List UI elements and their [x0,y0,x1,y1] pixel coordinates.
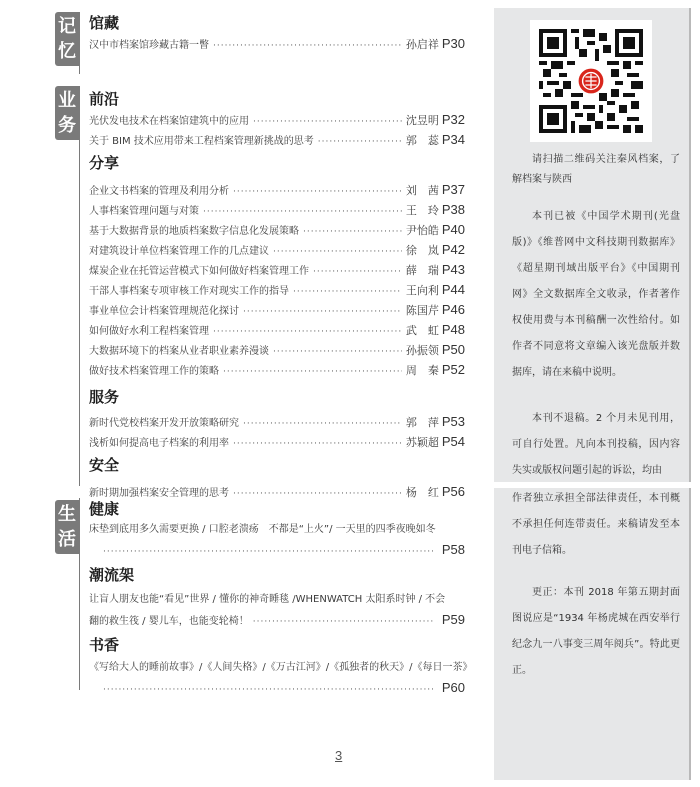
entry-title: 浅析如何提高电子档案的利用率 [89,438,229,449]
leader-dots [213,322,402,342]
badge-char: 活 [58,529,76,550]
indexing-notice [512,204,680,386]
entry-page: P52 [441,362,465,377]
entry-author: 王向利 [405,284,439,297]
qr-code[interactable] [530,20,652,142]
entry-page: P43 [441,262,465,277]
badge-char: 生 [58,504,76,525]
leader-dots [318,132,402,152]
toc-entry[interactable] [89,300,465,320]
correction-notice-text: 更正：本刊 2018 年第五期封面图说应是“1934 年杨虎城在西安举行纪念九一八事变三周年阅兵”。特此更正。 [512,587,680,676]
leader-dots [223,362,402,382]
entry-page: P40 [441,222,465,237]
entry-title[interactable]: 床垫到底用多久需要更换 / 口腔老溃疡 不都是“上火”/ 一天里的四季夜晚如冬 [89,524,436,535]
info-sidebar [494,8,691,780]
leader-dots [253,112,402,132]
entry-title: 企业文书档案的管理及利用分析 [89,186,229,197]
subsection-title: 安全 [89,456,120,474]
entry-page: P56 [441,484,465,499]
leader-dots [273,342,402,362]
badge-char: 务 [58,115,76,136]
entry-page: P46 [441,302,465,317]
entry-author: 郭 萍 [405,416,439,429]
badge-char: 记 [58,16,76,37]
toc-entry[interactable] [89,540,465,560]
toc-entry[interactable] [89,180,465,200]
toc-entry[interactable] [89,412,465,432]
submission-notice-text-b: 作者独立承担全部法律责任，本刊概不承担任何连带责任。来稿请发至本刊电子信箱。 [512,493,680,556]
entry-page: P42 [441,242,465,257]
subsection-title: 前沿 [89,90,120,108]
entry-title: 关于 BIM 技术应用带来工程档案管理新挑战的思考 [89,136,314,147]
leader-dots [273,242,402,262]
page-number: 3 [335,748,343,763]
leader-dots [243,302,402,322]
entry-page: P59 [441,612,465,627]
entry-author: 孙启祥 [405,38,439,51]
subsection-title: 健康 [89,500,120,518]
entry-title: 新时代党校档案开发开放策略研究 [89,418,239,429]
section-divider [79,86,80,486]
leader-dots [203,202,402,222]
toc-entry[interactable] [89,610,465,630]
submission-notice [512,406,680,484]
section-memory [55,12,465,74]
entry-title: 事业单位会计档案管理规范化探讨 [89,306,239,317]
entry-title: 对建筑设计单位档案管理工作的几点建议 [89,246,269,257]
leader-dots [293,282,402,302]
toc-entry[interactable] [89,280,465,300]
entry-title: 大数据环境下的档案从业者职业素养漫谈 [89,346,269,357]
indexing-notice-text: 本刊已被《中国学术期刊(光盘版)》《维普网中文科技期刊数据库》《超星期刊域出版平台》《中国期刊网》全文数据库全文收录，作者著作权使用费与本刊稿酬一次性给付。如作者不同意将文章编入该光盘版并数据库，请在来稿中说明。 [512,211,680,378]
toc-entry[interactable] [89,260,465,280]
entry-author: 苏颖超 [405,436,439,449]
qr-caption [512,150,680,190]
entry-page: P32 [441,112,465,127]
entry-author: 沈昱明 [405,114,439,127]
leader-dots [103,542,435,562]
entry-author: 王 玲 [405,204,439,217]
entry-title: 干部人事档案专项审核工作对现实工作的指导 [89,286,289,297]
entry-page: P34 [441,132,465,147]
badge-char: 业 [58,90,76,111]
toc-entry[interactable] [89,678,465,698]
subsection-title: 服务 [89,388,120,406]
leader-dots [233,182,402,202]
toc-entry[interactable] [89,34,465,54]
entry-author: 薛 瑞 [405,264,439,277]
leader-dots [103,680,435,700]
section-life [55,498,473,695]
subsection-title: 潮流架 [89,566,135,584]
entry-author: 陈国芹 [405,304,439,317]
toc-entry[interactable] [89,340,465,360]
entry-title: 做好技术档案管理工作的策略 [89,366,219,377]
entry-title[interactable]: 《写给大人的睡前故事》/《人间失格》/《万古江河》/《孤独者的秋天》/《每日一茶》 [89,662,473,673]
entry-page: P50 [441,342,465,357]
section-divider [79,12,80,74]
entry-title: 煤炭企业在托管运营模式下如何做好档案管理工作 [89,266,309,277]
correction-notice [512,580,680,684]
entry-author: 孙振领 [405,344,439,357]
section-badge [55,86,79,140]
leader-dots [253,612,435,632]
subsection-title: 书香 [89,636,120,654]
entry-title-cont: 翻的救生筏 / 婴儿车，也能变轮椅！ [89,616,249,627]
entry-author: 尹怡皓 [405,224,439,237]
entry-author: 徐 岚 [405,244,439,257]
qr-code-icon [539,29,643,133]
entry-author: 武 虹 [405,324,439,337]
toc-entry[interactable] [89,360,465,380]
section-business [55,86,465,499]
leader-dots [303,222,402,242]
leader-dots [313,262,402,282]
toc-entry[interactable] [89,130,465,150]
subsection-title: 馆藏 [89,14,120,32]
entry-author: 周 秦 [405,364,439,377]
toc-entry[interactable] [89,240,465,260]
entry-title: 汉中市档案馆珍藏古籍一瞥 [89,40,209,51]
entry-title[interactable]: 让盲人朋友也能“看见”世界 / 懂你的神奇睡毯 /WHENWATCH 太阳系时钟 / 不会 [89,594,446,605]
entry-page: P53 [441,414,465,429]
entry-page: P60 [441,680,465,695]
leader-dots [213,36,402,56]
entry-page: P54 [441,434,465,449]
section-badge [55,12,79,66]
subsection-title: 分享 [89,154,120,172]
toc-entry[interactable] [89,432,465,452]
leader-dots [243,414,402,434]
badge-char: 忆 [58,41,76,62]
entry-page: P48 [441,322,465,337]
entry-author: 刘 茜 [405,184,439,197]
entry-title: 人事档案管理问题与对策 [89,206,199,217]
entry-page: P58 [441,542,465,557]
entry-title: 光伏发电技术在档案馆建筑中的应用 [89,116,249,127]
leader-dots [233,434,402,454]
entry-page: P30 [441,36,465,51]
entry-page: P37 [441,182,465,197]
qr-caption-text: 请扫描二维码关注秦风档案，了解档案与陕西 [512,154,680,185]
entry-title: 如何做好水利工程档案管理 [89,326,209,337]
panel-break [484,482,700,488]
entry-title: 基于大数据背景的地质档案数字信息化发展策略 [89,226,299,237]
entry-author: 杨 红 [405,486,439,499]
entry-page: P38 [441,202,465,217]
toc-entry[interactable] [89,320,465,340]
section-divider [79,498,80,690]
toc-entry[interactable] [89,110,465,130]
section-badge [55,500,79,554]
entry-author: 郭 蕊 [405,134,439,147]
toc-entry[interactable] [89,200,465,220]
submission-notice-text-a: 本刊不退稿。2 个月未见刊用，可自行处置。凡向本刊投稿，因内容失实或版权问题引起的诉讼，均由 [512,413,680,476]
toc-entry[interactable] [89,220,465,240]
submission-notice-cont [512,486,680,564]
entry-title: 新时期加强档案安全管理的思考 [89,488,229,499]
entry-page: P44 [441,282,465,297]
